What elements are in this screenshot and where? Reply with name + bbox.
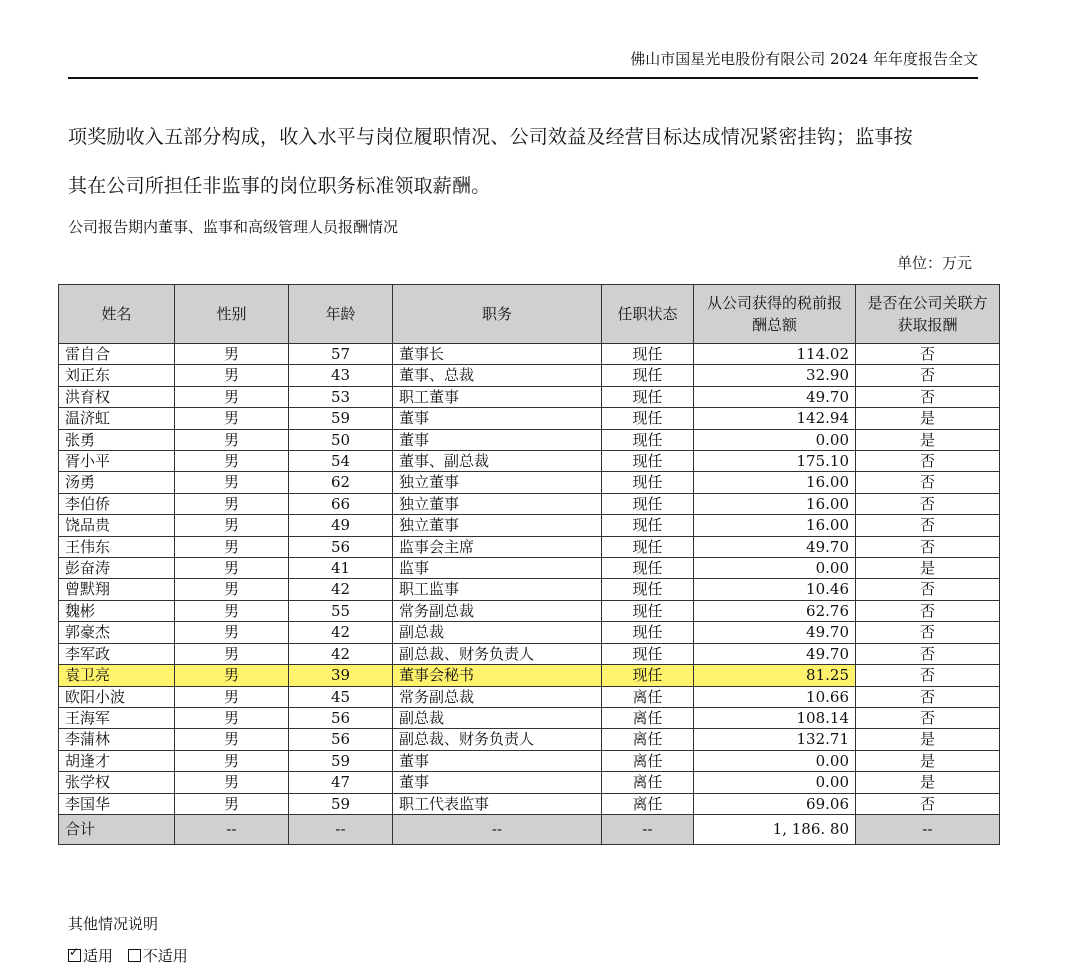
compensation-cell: 49.70 [694, 536, 856, 557]
report-header-title: 佛山市国星光电股份有限公司 2024 年年度报告全文 [68, 48, 978, 79]
name-cell: 李国华 [59, 793, 175, 814]
unit-label: 单位：万元 [896, 254, 972, 272]
related-party-cell: 否 [856, 643, 1000, 664]
position-cell: 董事长 [393, 344, 602, 365]
name-cell: 彭奋涛 [59, 558, 175, 579]
compensation-cell: 49.70 [694, 643, 856, 664]
age-cell: 59 [289, 408, 393, 429]
age-cell: 57 [289, 344, 393, 365]
status-cell: 现任 [602, 558, 694, 579]
name-cell: 汤勇 [59, 472, 175, 493]
gender-cell: 男 [175, 365, 289, 386]
age-cell: 41 [289, 558, 393, 579]
table-row [59, 686, 1000, 707]
table-row [59, 622, 1000, 643]
name-cell: 雷自合 [59, 344, 175, 365]
compensation-cell: 132.71 [694, 729, 856, 750]
related-party-cell: 否 [856, 686, 1000, 707]
related-party-cell: 是 [856, 750, 1000, 771]
related-party-cell: 否 [856, 579, 1000, 600]
position-cell: 董事 [393, 772, 602, 793]
table-row [59, 451, 1000, 472]
table-row [59, 536, 1000, 557]
gender-cell: 男 [175, 793, 289, 814]
table-row [59, 600, 1000, 621]
age-cell: 43 [289, 365, 393, 386]
related-party-cell: 否 [856, 622, 1000, 643]
gender-cell: 男 [175, 600, 289, 621]
column-header: 是否在公司关联方获取报酬 [856, 285, 1000, 344]
related-party-cell: 是 [856, 729, 1000, 750]
not-applicable-option[interactable] [128, 947, 188, 965]
table-row [59, 344, 1000, 365]
age-cell: 56 [289, 707, 393, 728]
table-row [59, 707, 1000, 728]
table-cell: -- [602, 814, 694, 844]
not-applicable-label: 不适用 [142, 947, 188, 965]
age-cell: 50 [289, 429, 393, 450]
position-cell: 副总裁 [393, 707, 602, 728]
position-cell: 董事 [393, 408, 602, 429]
paragraph-line-1: 项奖励收入五部分构成，收入水平与岗位履职情况、公司效益及经营目标达成情况紧密挂钩；监事按 [68, 126, 913, 148]
column-header: 任职状态 [602, 285, 694, 344]
table-cell: -- [289, 814, 393, 844]
related-party-cell: 否 [856, 386, 1000, 407]
age-cell: 55 [289, 600, 393, 621]
age-cell: 45 [289, 686, 393, 707]
table-caption: 公司报告期内董事、监事和高级管理人员报酬情况 [68, 218, 399, 236]
status-cell: 离任 [602, 772, 694, 793]
name-cell: 袁卫亮 [59, 665, 175, 686]
gender-cell: 男 [175, 665, 289, 686]
applicable-option[interactable] [68, 947, 113, 965]
table-body [59, 344, 1000, 815]
status-cell: 离任 [602, 729, 694, 750]
column-header: 性别 [175, 285, 289, 344]
name-cell: 温济虹 [59, 408, 175, 429]
age-cell: 53 [289, 386, 393, 407]
position-cell: 副总裁 [393, 622, 602, 643]
gender-cell: 男 [175, 622, 289, 643]
compensation-cell: 108.14 [694, 707, 856, 728]
compensation-cell: 16.00 [694, 472, 856, 493]
status-cell: 现任 [602, 451, 694, 472]
table-row [59, 515, 1000, 536]
status-cell: 现任 [602, 429, 694, 450]
position-cell: 常务副总裁 [393, 686, 602, 707]
compensation-cell: 16.00 [694, 515, 856, 536]
status-cell: 离任 [602, 793, 694, 814]
gender-cell: 男 [175, 558, 289, 579]
other-info-title: 其他情况说明 [68, 915, 159, 933]
name-cell: 曾默翔 [59, 579, 175, 600]
table-row [59, 750, 1000, 771]
related-party-cell: 是 [856, 429, 1000, 450]
related-party-cell: 是 [856, 772, 1000, 793]
age-cell: 59 [289, 793, 393, 814]
table-row [59, 643, 1000, 664]
age-cell: 59 [289, 750, 393, 771]
status-cell: 离任 [602, 750, 694, 771]
related-party-cell: 否 [856, 493, 1000, 514]
checked-box-icon[interactable] [68, 949, 81, 962]
gender-cell: 男 [175, 536, 289, 557]
compensation-cell: 0.00 [694, 429, 856, 450]
gender-cell: 男 [175, 772, 289, 793]
related-party-cell: 否 [856, 344, 1000, 365]
age-cell: 56 [289, 729, 393, 750]
name-cell: 王伟东 [59, 536, 175, 557]
position-cell: 职工董事 [393, 386, 602, 407]
table-cell: -- [856, 814, 1000, 844]
compensation-cell: 62.76 [694, 600, 856, 621]
column-header: 职务 [393, 285, 602, 344]
table-row [59, 793, 1000, 814]
related-party-cell: 否 [856, 536, 1000, 557]
related-party-cell: 否 [856, 600, 1000, 621]
table-cell: -- [393, 814, 602, 844]
gender-cell: 男 [175, 729, 289, 750]
gender-cell: 男 [175, 472, 289, 493]
related-party-cell: 否 [856, 472, 1000, 493]
applicable-label: 适用 [83, 947, 114, 965]
gender-cell: 男 [175, 643, 289, 664]
position-cell: 独立董事 [393, 515, 602, 536]
name-cell: 胡逢才 [59, 750, 175, 771]
compensation-cell: 10.66 [694, 686, 856, 707]
position-cell: 董事、副总裁 [393, 451, 602, 472]
related-party-cell: 否 [856, 665, 1000, 686]
status-cell: 离任 [602, 707, 694, 728]
position-cell: 监事 [393, 558, 602, 579]
table-row [59, 729, 1000, 750]
applicability-options [68, 945, 198, 966]
gender-cell: 男 [175, 686, 289, 707]
total-label: 合计 [59, 814, 175, 844]
table-row [59, 386, 1000, 407]
compensation-cell: 142.94 [694, 408, 856, 429]
gender-cell: 男 [175, 408, 289, 429]
name-cell: 郭豪杰 [59, 622, 175, 643]
status-cell: 现任 [602, 408, 694, 429]
compensation-cell: 69.06 [694, 793, 856, 814]
status-cell: 现任 [602, 665, 694, 686]
total-compensation: 1, 186. 80 [694, 814, 856, 844]
table-header-row [59, 285, 1000, 344]
table-row [59, 558, 1000, 579]
status-cell: 现任 [602, 386, 694, 407]
age-cell: 62 [289, 472, 393, 493]
related-party-cell: 否 [856, 365, 1000, 386]
position-cell: 副总裁、财务负责人 [393, 729, 602, 750]
age-cell: 42 [289, 579, 393, 600]
related-party-cell: 是 [856, 558, 1000, 579]
name-cell: 欧阳小波 [59, 686, 175, 707]
compensation-cell: 0.00 [694, 772, 856, 793]
name-cell: 张勇 [59, 429, 175, 450]
status-cell: 现任 [602, 536, 694, 557]
table-row [59, 579, 1000, 600]
position-cell: 常务副总裁 [393, 600, 602, 621]
age-cell: 39 [289, 665, 393, 686]
gender-cell: 男 [175, 579, 289, 600]
status-cell: 现任 [602, 472, 694, 493]
related-party-cell: 否 [856, 707, 1000, 728]
position-cell: 独立董事 [393, 493, 602, 514]
status-cell: 现任 [602, 515, 694, 536]
table-cell: -- [175, 814, 289, 844]
name-cell: 胥小平 [59, 451, 175, 472]
table-row [59, 408, 1000, 429]
age-cell: 49 [289, 515, 393, 536]
status-cell: 现任 [602, 493, 694, 514]
name-cell: 魏彬 [59, 600, 175, 621]
compensation-cell: 81.25 [694, 665, 856, 686]
position-cell: 独立董事 [393, 472, 602, 493]
position-cell: 职工监事 [393, 579, 602, 600]
position-cell: 董事会秘书 [393, 665, 602, 686]
compensation-cell: 32.90 [694, 365, 856, 386]
table-row [59, 772, 1000, 793]
table-row [59, 493, 1000, 514]
compensation-cell: 49.70 [694, 622, 856, 643]
table-row [59, 365, 1000, 386]
table-row [59, 472, 1000, 493]
compensation-cell: 0.00 [694, 558, 856, 579]
gender-cell: 男 [175, 750, 289, 771]
compensation-cell: 16.00 [694, 493, 856, 514]
column-header: 姓名 [59, 285, 175, 344]
name-cell: 李蒲林 [59, 729, 175, 750]
gender-cell: 男 [175, 493, 289, 514]
position-cell: 董事 [393, 429, 602, 450]
gender-cell: 男 [175, 515, 289, 536]
status-cell: 离任 [602, 686, 694, 707]
gender-cell: 男 [175, 386, 289, 407]
position-cell: 董事 [393, 750, 602, 771]
total-row [59, 814, 1000, 844]
age-cell: 66 [289, 493, 393, 514]
name-cell: 李军政 [59, 643, 175, 664]
name-cell: 张学权 [59, 772, 175, 793]
related-party-cell: 否 [856, 515, 1000, 536]
age-cell: 47 [289, 772, 393, 793]
unchecked-box-icon[interactable] [128, 949, 141, 962]
position-cell: 副总裁、财务负责人 [393, 643, 602, 664]
position-cell: 董事、总裁 [393, 365, 602, 386]
compensation-cell: 175.10 [694, 451, 856, 472]
related-party-cell: 否 [856, 793, 1000, 814]
table-row [59, 665, 1000, 686]
status-cell: 现任 [602, 579, 694, 600]
age-cell: 56 [289, 536, 393, 557]
gender-cell: 男 [175, 451, 289, 472]
age-cell: 54 [289, 451, 393, 472]
compensation-cell: 0.00 [694, 750, 856, 771]
name-cell: 李伯侨 [59, 493, 175, 514]
compensation-cell: 10.46 [694, 579, 856, 600]
paragraph-line-2: 其在公司所担任非监事的岗位职务标准领取薪酬。 [68, 175, 491, 197]
gender-cell: 男 [175, 429, 289, 450]
status-cell: 现任 [602, 600, 694, 621]
position-cell: 监事会主席 [393, 536, 602, 557]
status-cell: 现任 [602, 643, 694, 664]
gender-cell: 男 [175, 344, 289, 365]
status-cell: 现任 [602, 365, 694, 386]
column-header: 年龄 [289, 285, 393, 344]
name-cell: 刘正东 [59, 365, 175, 386]
status-cell: 现任 [602, 344, 694, 365]
compensation-table [58, 284, 1000, 845]
name-cell: 饶品贵 [59, 515, 175, 536]
column-header: 从公司获得的税前报酬总额 [694, 285, 856, 344]
name-cell: 王海军 [59, 707, 175, 728]
status-cell: 现任 [602, 622, 694, 643]
compensation-cell: 114.02 [694, 344, 856, 365]
related-party-cell: 是 [856, 408, 1000, 429]
table-row [59, 429, 1000, 450]
gender-cell: 男 [175, 707, 289, 728]
name-cell: 洪育权 [59, 386, 175, 407]
position-cell: 职工代表监事 [393, 793, 602, 814]
age-cell: 42 [289, 643, 393, 664]
compensation-cell: 49.70 [694, 386, 856, 407]
related-party-cell: 否 [856, 451, 1000, 472]
age-cell: 42 [289, 622, 393, 643]
